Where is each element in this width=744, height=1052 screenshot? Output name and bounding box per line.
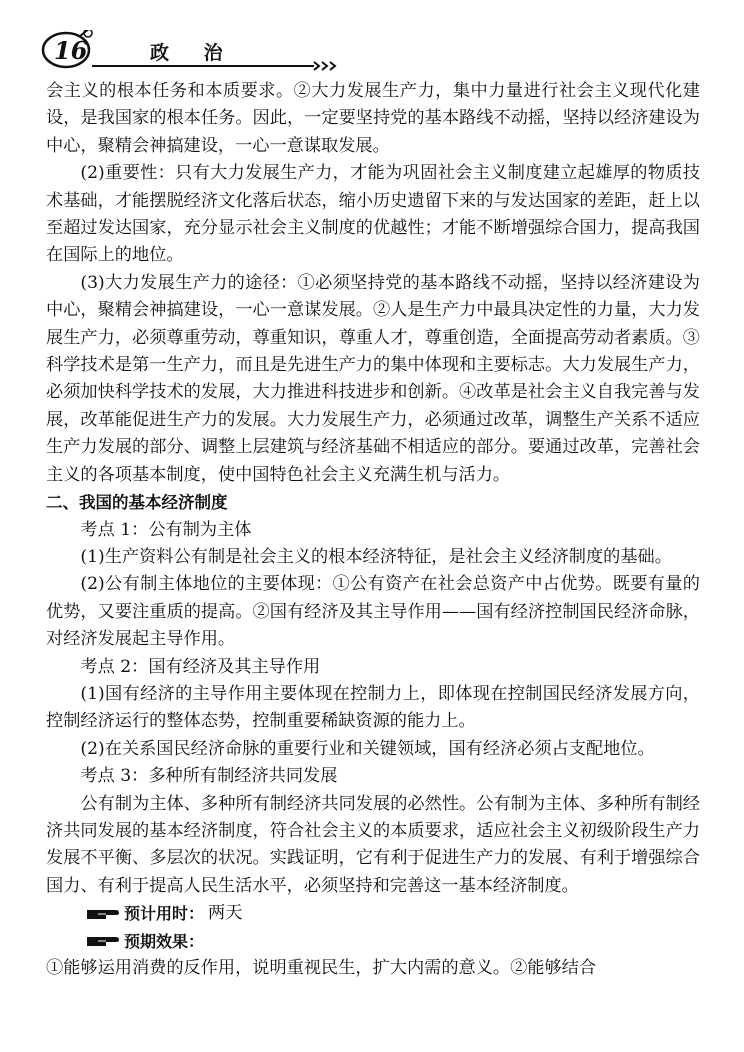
tip-time-label: 预计用时： xyxy=(124,904,205,924)
last-line: ①能够运用消费的反作用，说明重视民生，扩大内需的意义。②能够结合 xyxy=(46,958,597,978)
kaodian-1-paragraph-2: (2)公有制主体地位的主要体现：①公有资产在社会总资产中占优势。既要有量的优势，又要注重质的提高。②国有经济及其主导作用——国有经济控制国民经济命脉，对经济发展起主导作用。 xyxy=(46,574,700,650)
page-header xyxy=(40,30,340,80)
page-number-badge xyxy=(40,30,92,70)
page-number: 16 xyxy=(54,36,88,65)
kaodian-3-paragraph-1: 公有制为主体、多种所有制经济共同发展的必然性。公有制为主体、多种所有制经济共同发展的基本经济制度，符合社会主义的本质要求，适应社会主义初级阶段生产力发展不平衡、多层次的状况。实践证明，它有利于促进生产力的发展、有利于增强综合国力、有利于提高人民生活水平，必须坚持和完善这一基本经济制度。 xyxy=(46,793,700,896)
section-title: 二、我国的基本经济制度 xyxy=(46,493,228,513)
kaodian-1-paragraph-1: (1)生产资料公有制是社会主义的根本经济特征，是社会主义经济制度的基础。 xyxy=(80,546,672,567)
tip-time-value: 两天 xyxy=(208,903,243,924)
pointing-hand-icon xyxy=(86,905,120,923)
kaodian-2-title: 考点 2：国有经济及其主导作用 xyxy=(80,656,321,677)
pointing-hand-icon xyxy=(86,932,120,950)
kaodian-2-paragraph-1: (1)国有经济的主导作用主要体现在控制力上，即体现在控制国民经济发展方向，控制经济运行的整体态势，控制重要稀缺资源的能力上。 xyxy=(46,683,700,732)
paragraph-approach: (3)大力发展生产力的途径：①必须坚持党的基本路线不动摇，坚持以经济建设为中心，聚精会神搞建设，一心一意谋发展。②人是生产力中最具决定性的力量，大力发展生产力，必须尊重劳动，尊重知识，尊重人才，尊重创造，全面提高劳动者素质。③科学技术是第一生产力，而且是先进生产力的集中体现和主要标志。大力发展生产力，必须加快科学技术的发展，大力推进科技进步和创新。④改革是社会主义自我完善与发展，改革能促进生产力的发展。大力发展生产力，必须通过改革，调整生产关系不适应生产力发展的部分、调整上层建筑与经济基础不相适应的部分。要通过改革，完善社会主义的各项基本制度，使中国特色社会主义充满生机与活力。 xyxy=(46,272,700,485)
kaodian-1-title: 考点 1：公有制为主体 xyxy=(80,519,252,540)
paragraph-importance: (2)重要性：只有大力发展生产力，才能为巩固社会主义制度建立起雄厚的物质技术基础，才能摆脱经济文化落后状态，缩小历史遗留下来的与发达国家的差距，赶上以至超过发达国家，充分显示社会主义制度的优越性；才能不断增强综合国力，提高我国在国际上的地位。 xyxy=(46,163,700,266)
tip-expected-effect xyxy=(46,928,700,955)
kaodian-2-paragraph-2: (2)在关系国民经济命脉的重要行业和关键领域，国有经济必须占支配地位。 xyxy=(80,738,655,759)
tip-effect-label: 预期效果： xyxy=(124,931,205,951)
page-content xyxy=(46,78,700,982)
subject-title: 政 治 xyxy=(150,42,237,64)
tip-estimated-time xyxy=(46,900,700,927)
paragraph-continued: 会主义的根本任务和本质要求。②大力发展生产力，集中力量进行社会主义现代化建设，是我国家的根本任务。因此，一定要坚持党的基本路线不动摇，坚持以经济建设为中心，聚精会神搞建设，一心一意谋取发展。 xyxy=(46,81,700,156)
kaodian-3-title: 考点 3：多种所有制经济共同发展 xyxy=(80,766,338,787)
